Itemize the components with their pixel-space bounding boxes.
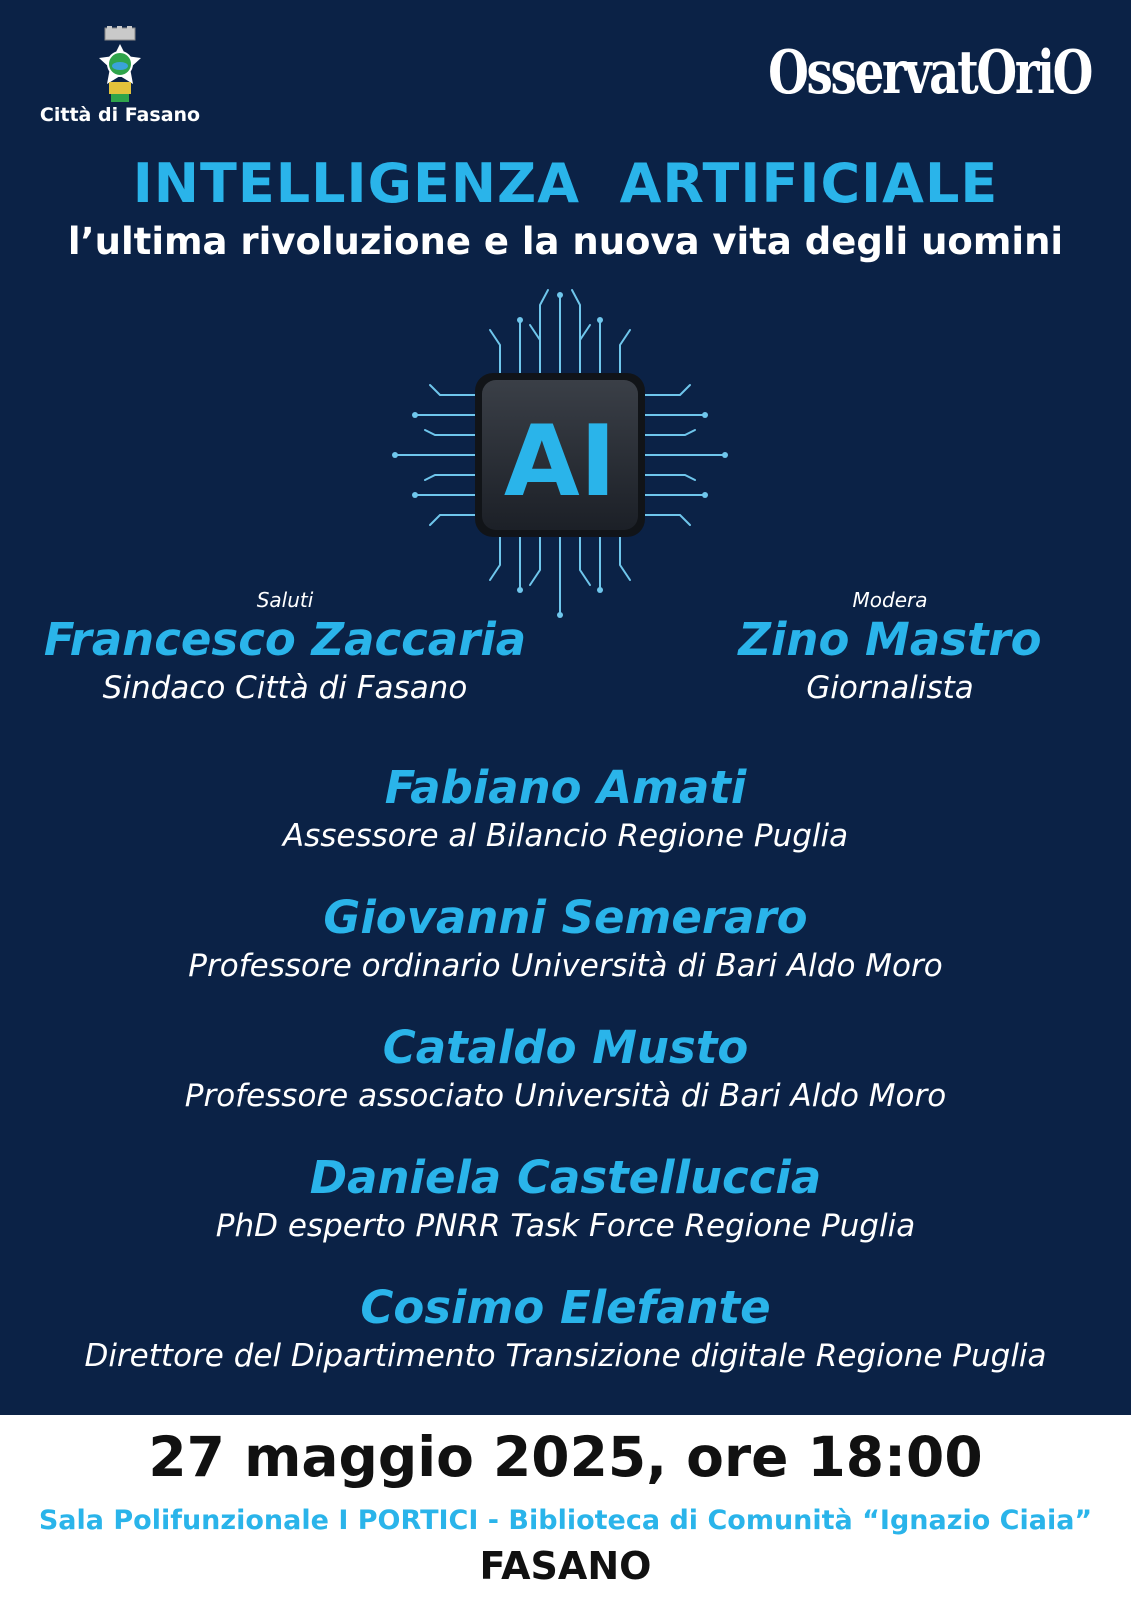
moderator-role: Modera [852, 588, 928, 612]
speaker-item [0, 1280, 1131, 1376]
speaker-name: Fabiano Amati [384, 761, 747, 814]
speaker-item [0, 1020, 1131, 1116]
greeting-block [40, 588, 530, 708]
event-subtitle: l’ultima rivoluzione e la nuova vita degli uomini [67, 220, 1064, 263]
speaker-item [0, 760, 1131, 856]
speaker-description: Assessore al Bilancio Regione Puglia [282, 818, 849, 854]
greeting-description: Sindaco Città di Fasano [102, 670, 468, 706]
speaker-name: Giovanni Semeraro [323, 891, 808, 944]
speaker-item [0, 890, 1131, 986]
moderator-name: Zino Mastro [738, 613, 1042, 666]
ai-chip-label: AI [503, 405, 617, 519]
speaker-description: PhD esperto PNRR Task Force Regione Puglia [215, 1208, 916, 1244]
speaker-description: Direttore del Dipartimento Transizione digitale Regione Puglia [84, 1338, 1047, 1374]
speaker-name: Cosimo Elefante [360, 1281, 771, 1334]
osservatorio-logo: OsservatOriO [768, 38, 1091, 108]
greeting-role: Saluti [256, 588, 314, 612]
speaker-name: Daniela Castelluccia [309, 1151, 822, 1204]
event-town: FASANO [479, 1544, 652, 1588]
speaker-name: Cataldo Musto [382, 1021, 749, 1074]
city-crest-logo [85, 26, 155, 106]
speaker-description: Professore associato Università di Bari Aldo Moro [184, 1078, 947, 1114]
city-name-label: Città di Fasano [39, 104, 201, 126]
event-datetime: 27 maggio 2025, ore 18:00 [148, 1425, 983, 1489]
moderator-description: Giornalista [806, 670, 974, 706]
moderator-block [715, 588, 1065, 708]
speaker-item [0, 1150, 1131, 1246]
event-title: INTELLIGENZA ARTIFICIALE [132, 152, 999, 215]
speaker-description: Professore ordinario Università di Bari Aldo Moro [188, 948, 943, 984]
greeting-name: Francesco Zaccaria [43, 613, 527, 666]
event-venue: Sala Polifunzionale I PORTICI - Biblioteca di Comunità “Ignazio Ciaia” [38, 1505, 1093, 1536]
ai-chip-illustration [390, 285, 730, 625]
